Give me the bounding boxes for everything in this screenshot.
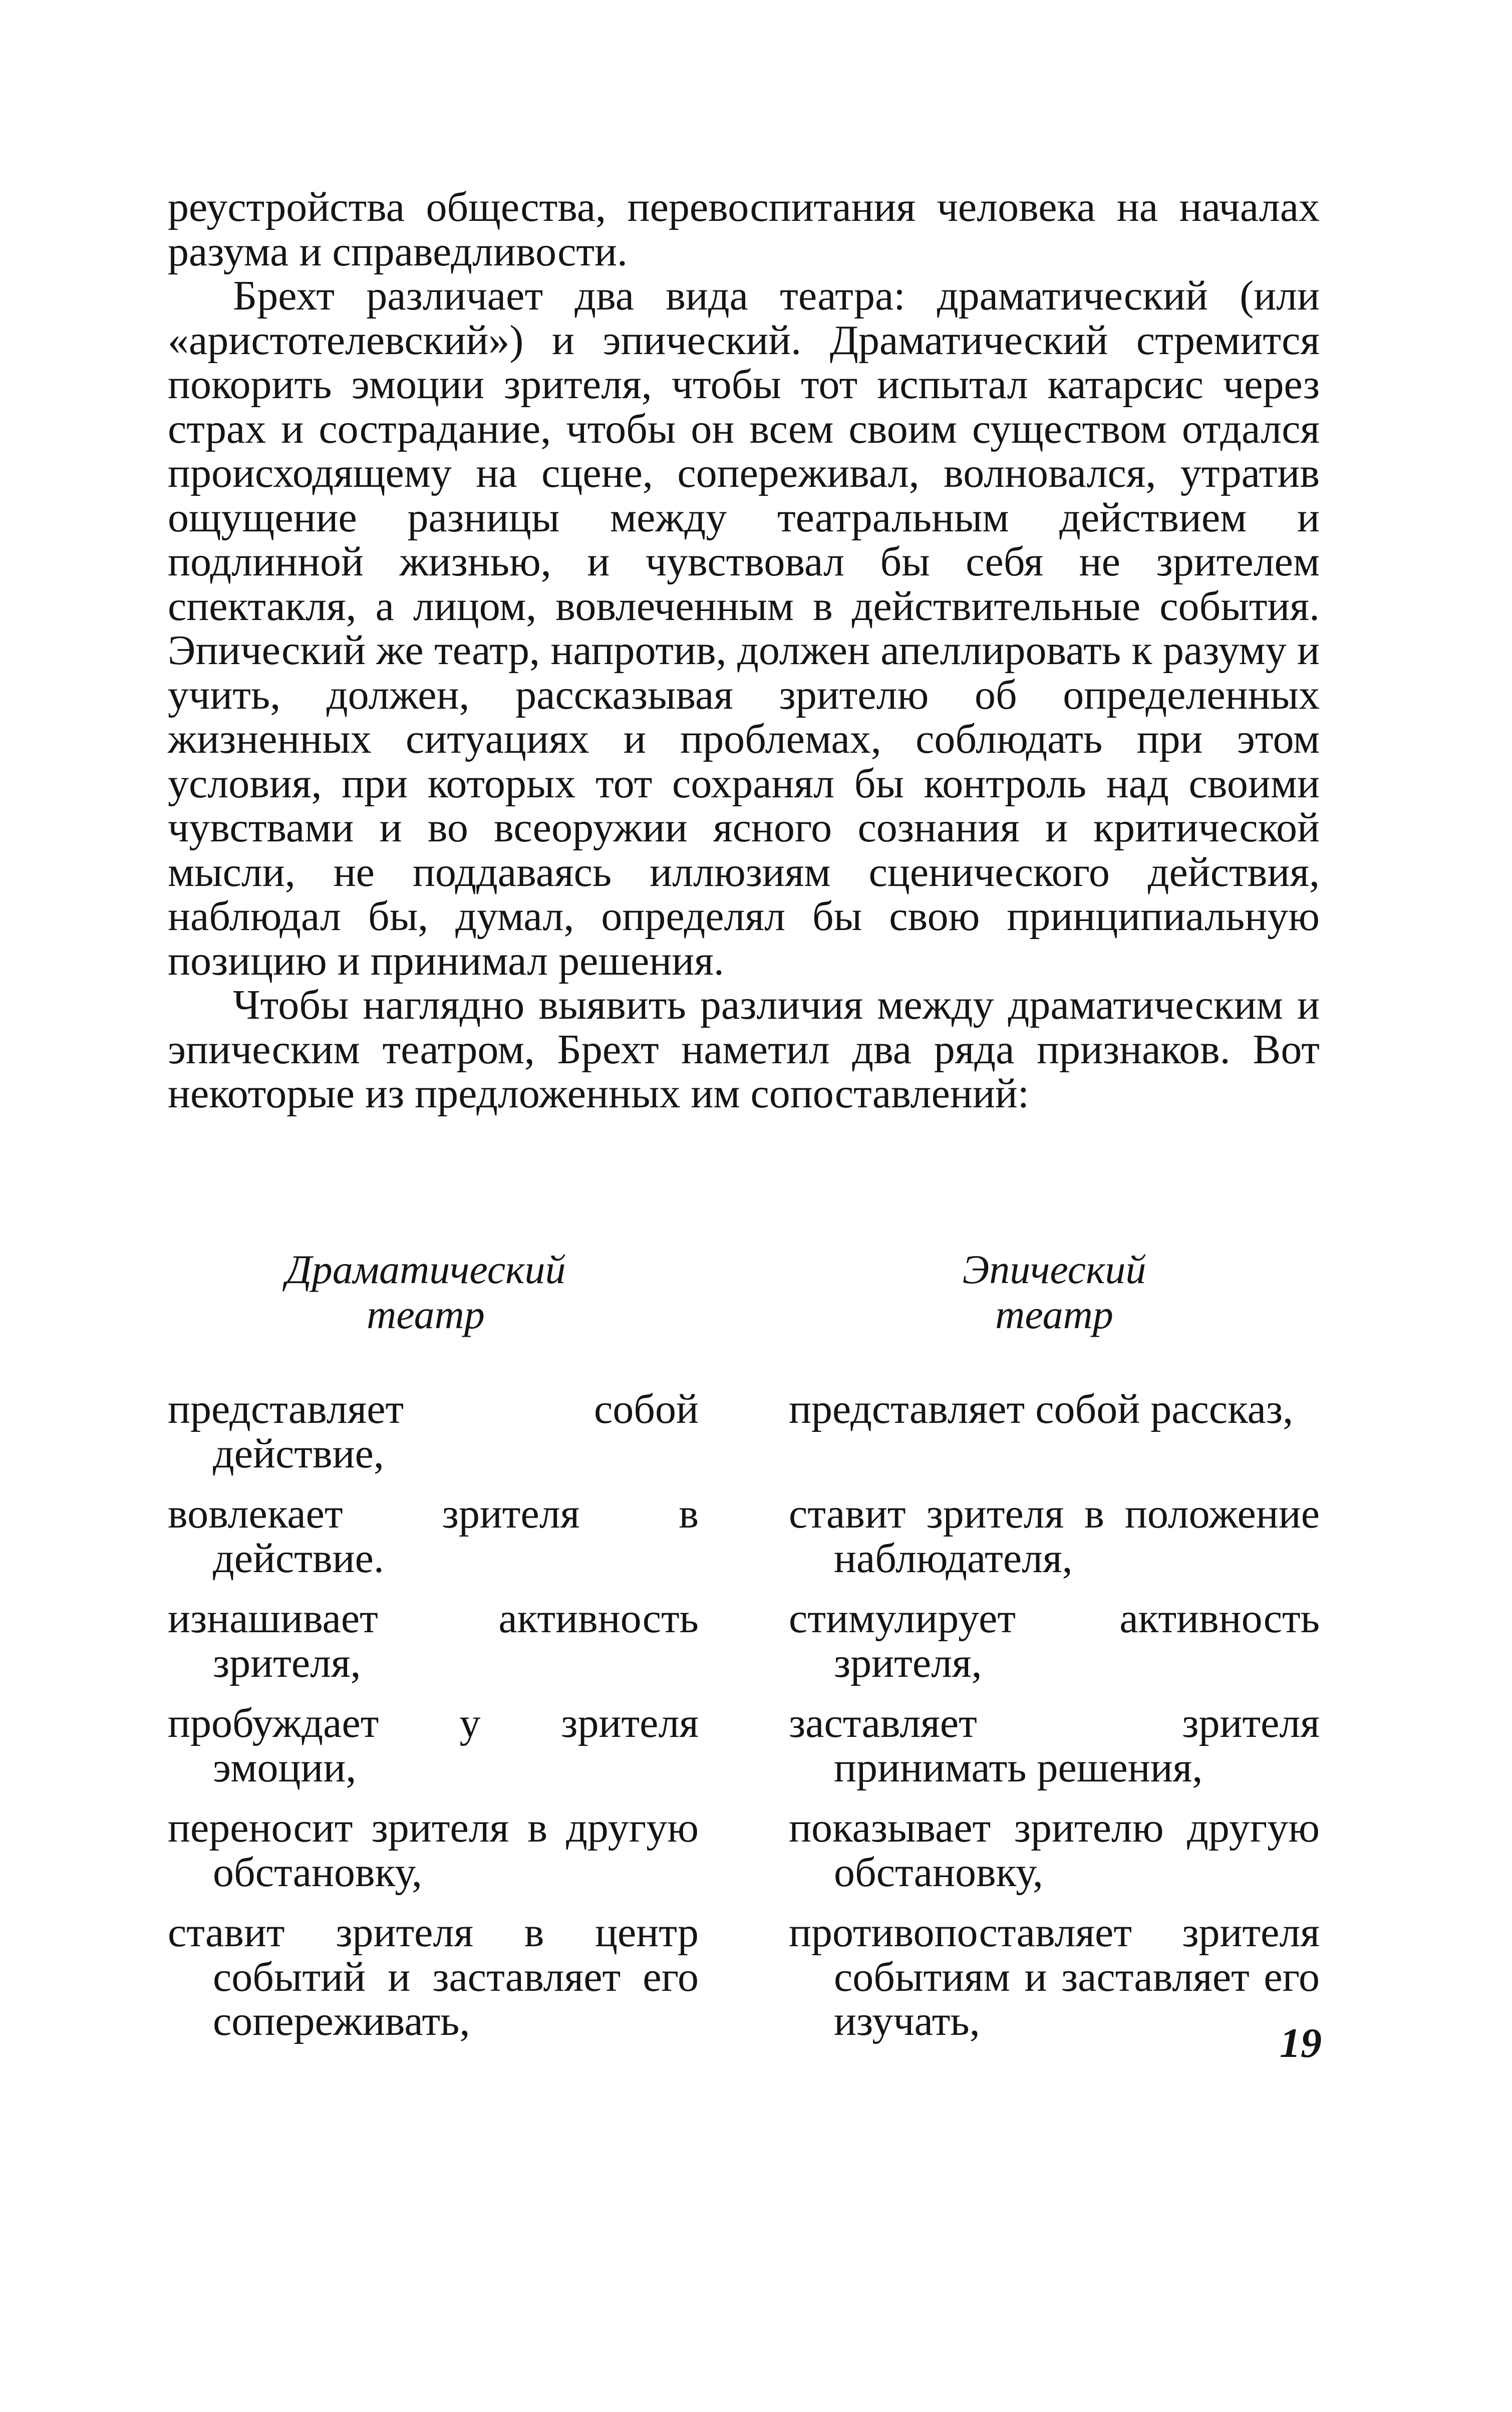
epic-heading-line1: Эпический <box>962 1247 1146 1292</box>
epic-cell: представляет собой рассказ, <box>789 1386 1294 1432</box>
dramatic-cell: переносит зрителя в другую обстановку, <box>168 1804 699 1896</box>
dramatic-cell: вовлекает зрителя в действие. <box>168 1490 699 1582</box>
dramatic-cell: пробуждает у зрителя эмоции, <box>168 1700 699 1791</box>
paragraph-two-theatre-types: Брехт различает два вида театра: драматический (или «аристотелевский») и эпический. Драматический стремится покорить эмоции зрителя, чтобы тот испытал катарсис через страх и сострадание, чтобы он всем своим существом отдался происходящему на сцене, сопереживал, волновался, утратив ощущение разницы между театральным действием и подлинной жизнью, и чувствовал бы себя не зрителем спектакля, а лицом, вовлеченным в действительные события. Эпический же театр, напротив, должен апеллировать к разуму и учить, должен, рассказывая зрителю об определенных жизненных ситуациях и проблемах, соблюдать при этом условия, при которых тот сохранял бы контроль над своими чувствами и во всеоружии ясного сознания и критической мысли, не поддаваясь иллюзиям сценического действия, наблюдал бы, думал, определял бы свою принципиальную позицию и принимал решения. <box>168 272 1320 984</box>
comparison-row <box>168 1387 1320 1476</box>
dramatic-cell: ставит зрителя в центр событий и заставляет его сопереживать, <box>168 1909 699 2044</box>
epic-cell: ставит зрителя в положение наблюдателя, <box>789 1490 1320 1582</box>
dramatic-heading-line1: Драматический <box>285 1247 566 1292</box>
dramatic-cell: изнашивает активность зрителя, <box>168 1595 699 1686</box>
comparison-table <box>168 1247 1320 2060</box>
page-number: 19 <box>1280 2020 1322 2066</box>
comparison-row <box>168 1911 1320 2044</box>
epic-cell: показывает зрителю другую обстановку, <box>789 1804 1320 1896</box>
comparison-row <box>168 1492 1320 1581</box>
dramatic-heading-line2: театр <box>367 1292 485 1337</box>
comparison-row <box>168 1806 1320 1895</box>
body-text <box>168 185 1320 1116</box>
epic-cell: заставляет зрителя принимать решения, <box>789 1700 1320 1791</box>
comparison-headings <box>168 1247 1320 1337</box>
comparison-row <box>168 1701 1320 1790</box>
dramatic-theatre-heading <box>168 1247 699 1337</box>
paragraph-comparison-intro: Чтобы наглядно выявить различия между драматическим и эпическим театром, Брехт наметил два ряда признаков. Вот некоторые из предложенных им сопоставлений: <box>168 982 1320 1117</box>
comparison-row <box>168 1597 1320 1685</box>
dramatic-cell: представляет собой действие, <box>168 1386 699 1477</box>
comparison-rows <box>168 1387 1320 2044</box>
epic-theatre-heading <box>789 1247 1320 1337</box>
epic-heading-line2: театр <box>995 1292 1113 1337</box>
epic-cell: противопоставляет зрителя событиям и заставляет его изучать, <box>789 1909 1320 2044</box>
paragraph-continuation: реустройства общества, перевоспитания человека на началах разума и справедливости. <box>168 184 1320 275</box>
epic-cell: стимулирует активность зрителя, <box>789 1595 1320 1686</box>
